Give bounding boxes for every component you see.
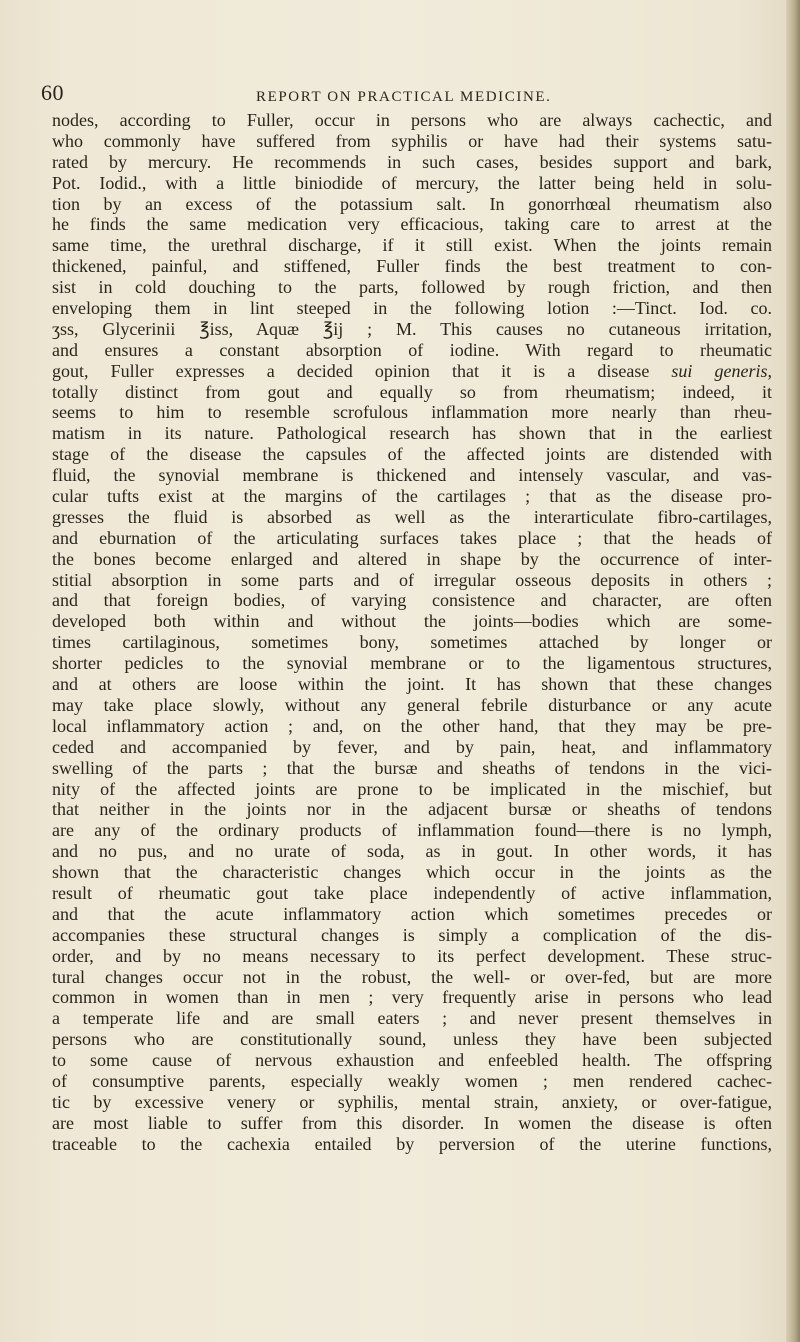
text-line: and eburnation of the articulating surfaces takes place ; that the heads of xyxy=(52,527,772,548)
text-line: a temperate life and are small eaters ; and never present themselves in xyxy=(52,1008,772,1029)
text-line: times cartilaginous, sometimes bony, sometimes attached by longer or xyxy=(52,632,772,653)
text-line: are any of the ordinary products of inflammation found—there is no lymph, xyxy=(52,820,772,841)
text-line: ʒss, Glycerinii ℥iss, Aquæ ℥ij ; M. This causes no cutaneous irritation, xyxy=(52,318,772,339)
text-line: and that the acute inflammatory action which sometimes precedes or xyxy=(52,903,772,924)
text-line: shorter pedicles to the synovial membrane or to the ligamentous structures, xyxy=(52,653,772,674)
text-line: local inflammatory action ; and, on the other hand, that they may be pre- xyxy=(52,715,772,736)
text-line: fluid, the synovial membrane is thickened and intensely vascular, and vas- xyxy=(52,465,772,486)
text-line: sist in cold douching to the parts, followed by rough friction, and then xyxy=(52,277,772,298)
text-line: may take place slowly, without any general febrile disturbance or any acute xyxy=(52,694,772,715)
text-line: are most liable to suffer from this disorder. In women the disease is often xyxy=(52,1112,772,1133)
text-line: tic by excessive venery or syphilis, mental strain, anxiety, or over-fatigue, xyxy=(52,1091,772,1112)
text-line: he finds the same medication very efficacious, taking care to arrest at the xyxy=(52,214,772,235)
text-line: and at others are loose within the joint. It has shown that these changes xyxy=(52,674,772,695)
text-line: rated by mercury. He recommends in such cases, besides support and bark, xyxy=(52,151,772,172)
text-line: traceable to the cachexia entailed by perversion of the uterine functions, xyxy=(52,1133,772,1154)
body-text xyxy=(52,110,772,1155)
text-line: and that foreign bodies, of varying consistence and character, are often xyxy=(52,590,772,611)
text-line: developed both within and without the joints—bodies which are some- xyxy=(52,611,772,632)
text-line: Pot. Iodid., with a little biniodide of mercury, the latter being held in solu- xyxy=(52,172,772,193)
text-line: accompanies these structural changes is simply a complication of the dis- xyxy=(52,924,772,945)
text-line: stage of the disease the capsules of the affected joints are distended with xyxy=(52,444,772,465)
italic-phrase: sui generis xyxy=(671,360,768,381)
text-line: to some cause of nervous exhaustion and enfeebled health. The offspring xyxy=(52,1050,772,1071)
text-line: ceded and accompanied by fever, and by pain, heat, and inflammatory xyxy=(52,736,772,757)
text-line: common in women than in men ; very frequently arise in persons who lead xyxy=(52,987,772,1008)
text-line: seems to him to resemble scrofulous inflammation more nearly than rheu- xyxy=(52,402,772,423)
text-line: enveloping them in lint steeped in the following lotion :—Tinct. Iod. co. xyxy=(52,298,772,319)
page-edge xyxy=(786,0,800,1342)
text-line: tion by an excess of the potassium salt. In gonorrhœal rheumatism also xyxy=(52,193,772,214)
text-line: of consumptive parents, especially weakly women ; men rendered cachec- xyxy=(52,1070,772,1091)
text-line: order, and by no means necessary to its perfect development. These struc- xyxy=(52,945,772,966)
text-line: thickened, painful, and stiffened, Fuller finds the best treatment to con- xyxy=(52,256,772,277)
text-line: gresses the fluid is absorbed as well as the interarticulate fibro-cartilages, xyxy=(52,506,772,527)
text-line: same time, the urethral discharge, if it still exist. When the joints remain xyxy=(52,235,772,256)
text-line: cular tufts exist at the margins of the cartilages ; that as the disease pro- xyxy=(52,486,772,507)
text-line: totally distinct from gout and equally so from rheumatism; indeed, it xyxy=(52,381,772,402)
text-line: and ensures a constant absorption of iodine. With regard to rheumatic xyxy=(52,339,772,360)
text-line: tural changes occur not in the robust, the well- or over-fed, but are more xyxy=(52,966,772,987)
running-head: REPORT ON PRACTICAL MEDICINE. xyxy=(256,89,552,105)
text-line: persons who are constitutionally sound, unless they have been subjected xyxy=(52,1029,772,1050)
text-line: gout, Fuller expresses a decided opinion that it is a disease sui generis, xyxy=(52,360,772,381)
text-line: the bones become enlarged and altered in shape by the occurrence of inter- xyxy=(52,548,772,569)
text-line: nodes, according to Fuller, occur in persons who are always cachectic, and xyxy=(52,110,772,130)
text-line: shown that the characteristic changes which occur in the joints as the xyxy=(52,862,772,883)
text-line: nity of the affected joints are prone to be implicated in the mischief, but xyxy=(52,778,772,799)
text-line: swelling of the parts ; that the bursæ and sheaths of tendons in the vici- xyxy=(52,757,772,778)
page-number: 60 xyxy=(41,80,64,105)
text-line: stitial absorption in some parts and of irregular osseous deposits in others ; xyxy=(52,569,772,590)
text-line: and no pus, and no urate of soda, as in gout. In other words, it has xyxy=(52,841,772,862)
text-line: that neither in the joints nor in the adjacent bursæ or sheaths of tendons xyxy=(52,799,772,820)
text-line: matism in its nature. Pathological research has shown that in the earliest xyxy=(52,423,772,444)
text-line: result of rheumatic gout take place independently of active inflammation, xyxy=(52,882,772,903)
text-line: who commonly have suffered from syphilis or have had their systems satu- xyxy=(52,130,772,151)
